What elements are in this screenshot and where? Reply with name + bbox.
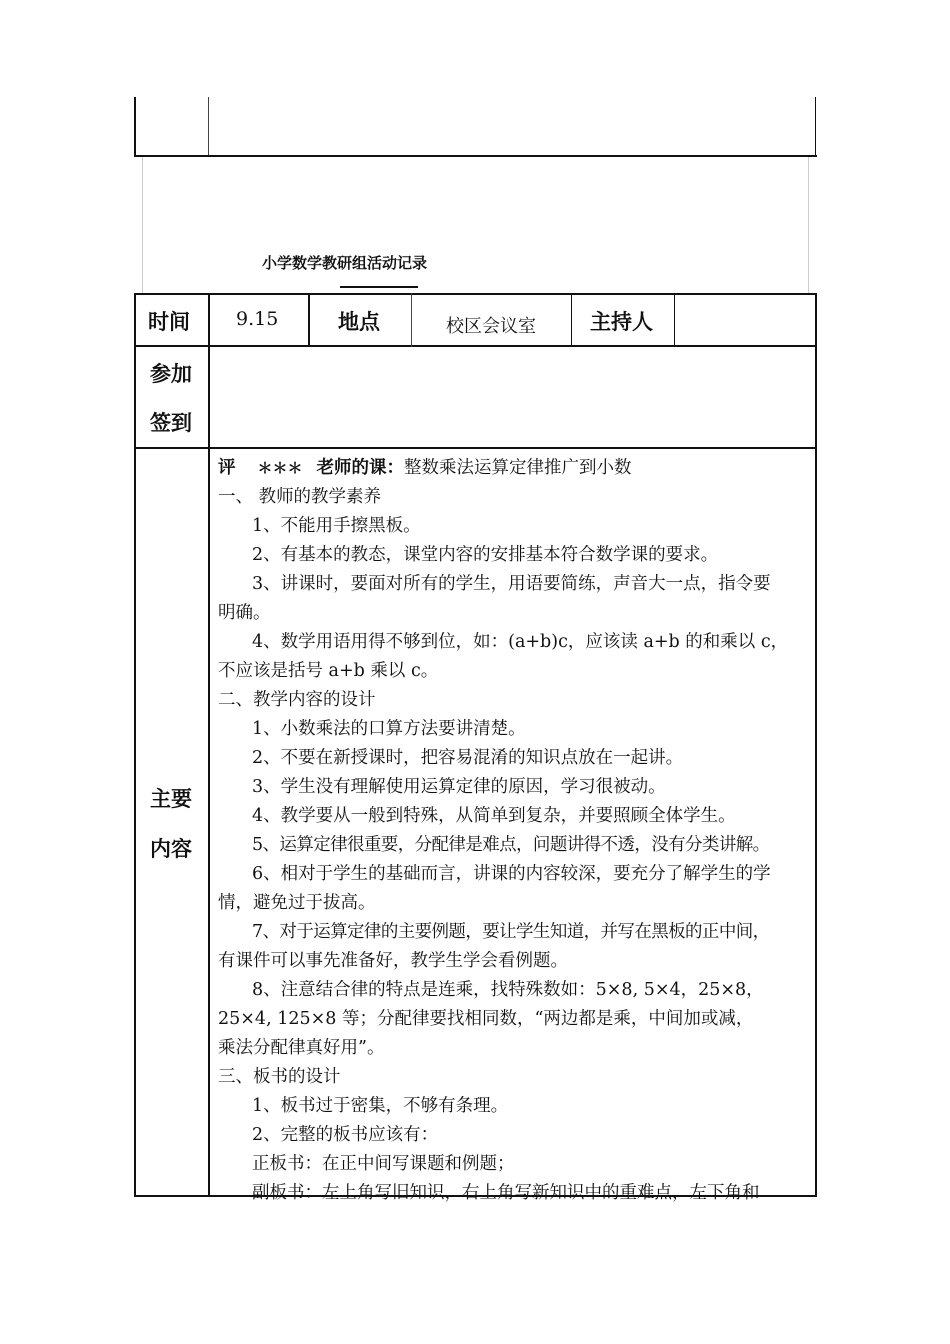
content-line: 8、注意结合律的特点是连乘，找特殊数如：5×8, 5×4，25×8，	[252, 980, 764, 1000]
row1-divider-2	[411, 293, 412, 347]
row2-bottom-border	[134, 447, 817, 449]
content-line: 5、运算定律很重要，分配律是难点，问题讲得不透，没有分类讲解。	[252, 835, 770, 855]
content-line: 2、完整的板书应该有：	[252, 1125, 439, 1145]
content-line: 正板书：在正中间写课题和例题；	[252, 1154, 515, 1174]
content-line: 1、小数乘法的口算方法要讲清楚。	[252, 719, 526, 739]
heading-rest: 整数乘法运算定律推广到小数	[404, 458, 632, 478]
row1-divider-4	[674, 293, 675, 347]
doc-title: 小学数学教研组活动记录	[262, 254, 428, 272]
main-content	[218, 454, 816, 1208]
content-line: 乘法分配律真好用”。	[218, 1038, 385, 1058]
content-line: 副板书：左上角写旧知识，右上角写新知识中的重难点，左下角和	[252, 1183, 760, 1203]
prev-table-inner-border	[208, 97, 209, 157]
content-line: 25×4, 125×8 等；分配律要找相同数，“两边都是乘，中间加或减，	[218, 1009, 754, 1029]
content-line: 3、学生没有理解使用运算定律的原因，学习很被动。	[252, 777, 666, 797]
content-line: 1、不能用手擦黑板。	[252, 516, 421, 536]
heading-stars: ＊＊＊	[257, 459, 303, 477]
content-line: 4、教学要从一般到特殊，从简单到复杂，并要照顾全体学生。	[252, 806, 736, 826]
frame-right-faint	[808, 157, 809, 295]
frame-left-faint	[142, 157, 143, 295]
table-top-border	[134, 293, 817, 295]
time-value: 9.15	[236, 308, 279, 330]
content-line: 6、相对于学生的基础而言，讲课的内容较深，要充分了解学生的学	[252, 864, 771, 884]
prev-table-left-border	[134, 97, 136, 157]
table-left-border	[134, 293, 136, 1197]
content-line: 2、有基本的教态，课堂内容的安排基本符合数学课的要求。	[252, 545, 719, 565]
title-underline	[340, 286, 418, 288]
content-line: 一、 教师的教学素养	[218, 487, 382, 507]
row1-bottom-border	[134, 345, 817, 347]
label-column-border	[208, 293, 210, 1197]
content-line: 1、板书过于密集，不够有条理。	[252, 1096, 509, 1116]
place-label: 地点	[338, 310, 380, 334]
attend-label-line2: 签到	[150, 411, 192, 435]
main-label-line2: 内容	[150, 837, 192, 861]
content-line: 3、讲课时，要面对所有的学生，用语要简练，声音大一点，指令要	[252, 574, 771, 594]
row1-divider-3	[571, 293, 572, 347]
row1-divider-1	[308, 293, 310, 347]
content-line: 明确。	[218, 603, 271, 623]
content-heading	[218, 454, 816, 483]
heading-prefix: 评	[218, 458, 236, 478]
place-value: 校区会议室	[446, 316, 536, 337]
content-line: 情，避免过于拔高。	[218, 893, 376, 913]
main-label-line1: 主要	[150, 787, 192, 811]
content-line: 2、不要在新授课时，把容易混淆的知识点放在一起讲。	[252, 748, 684, 768]
content-line: 7、对于运算定律的主要例题，要让学生知道，并写在黑板的正中间，	[252, 922, 770, 942]
attend-label-line1: 参加	[150, 362, 192, 386]
prev-table-bottom-border	[134, 155, 817, 157]
prev-table-right-border	[815, 97, 816, 157]
content-line: 有课件可以事先准备好，教学生学会看例题。	[218, 951, 568, 971]
content-line: 二、教学内容的设计	[218, 690, 376, 710]
content-line: 4、数学用语用得不够到位，如：(a+b)c，应该读 a+b 的和乘以 c，	[252, 632, 789, 652]
heading-bold: 老师的课：	[316, 458, 405, 478]
host-label: 主持人	[590, 310, 653, 334]
time-label: 时间	[148, 310, 190, 334]
content-line: 三、板书的设计	[218, 1067, 341, 1087]
content-line: 不应该是括号 a+b 乘以 c。	[218, 661, 439, 681]
